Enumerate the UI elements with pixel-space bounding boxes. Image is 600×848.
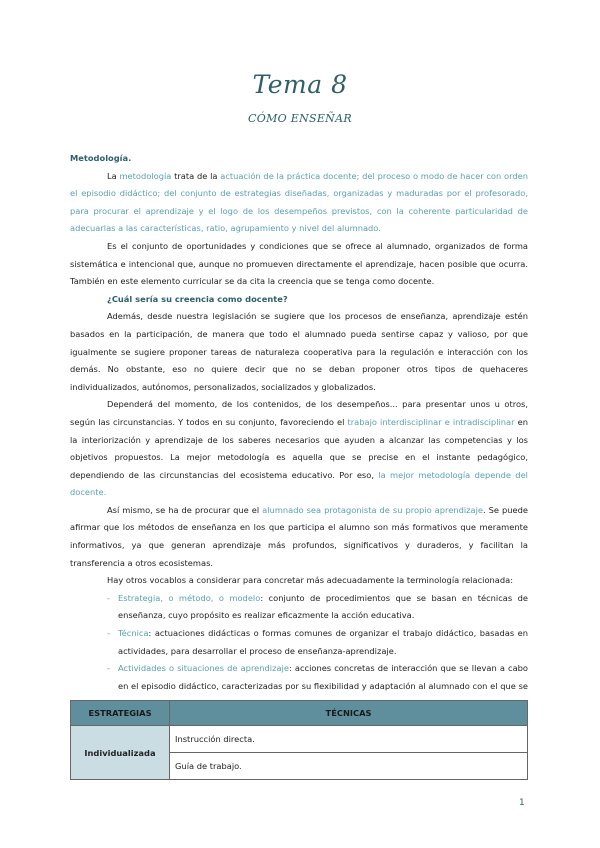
technique-cell: Guía de trabajo. — [170, 753, 528, 780]
list-item-term: Actividades o situaciones de aprendizaje — [118, 663, 289, 674]
p4-text-a: Dependerá del momento, de los contenidos, de los desempeños... para presentar unos u otros, según las circunstancias. Y todos en su conjunto, favoreciendo el — [70, 399, 528, 427]
page-number: 1 — [519, 798, 525, 808]
paragraph-2: Es el conjunto de oportunidades y condiciones que se ofrece al alumnado, organizados de forma sistemática e intencional que, aunque no promueven directamente el aprendizaje, hacen posible que ocurra. También en este elemento curricular se da cita la creencia que se tenga como docente. — [70, 240, 528, 287]
list-item-term: Estrategia, o método, o modelo — [118, 592, 261, 603]
technique-cell: Instrucción directa. — [170, 726, 528, 753]
paragraph-4 — [70, 396, 528, 502]
paragraph-1 — [70, 168, 528, 238]
table-row — [71, 726, 528, 753]
paragraph-5 — [70, 502, 528, 572]
page-title: Tema 8 — [252, 70, 348, 99]
question-heading: ¿Cuál sería su creencia como docente? — [107, 293, 288, 304]
p5-text-c: . Se puede afirmar que los métodos de enseñanza en los que participa el alumno son más formativos que meramente informativos, ya que generan aprendizaje más profundos, significativos y duraderos, y facilitan la transferencia a otros ecosistemas. — [70, 504, 528, 568]
p1-text-a: La — [107, 170, 120, 181]
p5-highlight-protagonist: alumnado sea protagonista de su propio aprendizaje — [262, 504, 484, 515]
header-strategies: ESTRATEGIAS — [71, 701, 170, 726]
paragraph-6: Hay otros vocablos a considerar para concretar más adecuadamente la terminología relacionada: — [107, 575, 514, 586]
terminology-list — [70, 590, 528, 713]
strategy-cell: Individualizada — [71, 726, 170, 780]
table-header-row — [71, 701, 528, 726]
list-item-term: Técnica — [118, 628, 149, 639]
page-subtitle: CÓMO ENSEÑAR — [248, 112, 352, 125]
document-body — [70, 150, 528, 731]
header-techniques: TÉCNICAS — [170, 701, 528, 726]
list-item — [107, 590, 528, 625]
list-item-text: : actuaciones didácticas o formas comunes de organizar el trabajo didáctico, basadas en actividades, para desarrollar el proceso de enseñanza-aprendizaje. — [118, 628, 528, 656]
section-heading: Metodología. — [70, 153, 132, 163]
p4-highlight-interdisciplinary: trabajo interdisciplinar e intradisciplinar — [347, 416, 515, 427]
strategies-table — [70, 700, 528, 780]
list-item-text: : acciones concretas de interacción que se llevan a cabo en el episodio didáctico, caracterizadas por su flexibilidad y adaptación al alumnado con el que se — [118, 663, 529, 691]
p4-text-c: en la interiorización y aprendizaje de los saberes necesarios que ayuden a alcanzar las competencias y los objetivos propuestos. La mejor metodología es aquella que se precise en el instante pedagógico, dependiendo de las circunstancias del ecosistema educativo. Por eso, — [70, 416, 528, 480]
p4-highlight-conclusion: la mejor metodología depende del docente. — [70, 469, 528, 498]
list-item-text: : conjunto de procedimientos que se basan en técnicas de enseñanza, cuyo propósito es realizar eficazmente la acción educativa. — [118, 592, 529, 621]
p5-text-a: Así mismo, se ha de procurar que el — [107, 504, 263, 515]
paragraph-3: Además, desde nuestra legislación se sugiere que los procesos de enseñanza, aprendizaje estén basados en la participación, de manera que todo el alumnado pueda sentirse capaz y valioso, por que igualmente se sugiere proponer tareas de naturaleza cooperativa para la regulación e interacción con los demás. No obstante, eso no quiere decir que no se deban proponer otros tipos de quehaceres individualizados, autónomos, personalizados, socializados y globalizados. — [70, 311, 528, 392]
list-item — [107, 625, 528, 660]
p1-highlight-definition: actuación de la práctica docente; del proceso o modo de hacer con orden el episodio didáctico; del conjunto de estrategias diseñadas, organizadas y maduradas por el profesorado, para procurar el aprendizaje y el logo de los desempeños previstos, con la coherente particularidad de adecuarlas a las características, ratio, agrupamiento y nivel del alumnado. — [70, 170, 528, 234]
p1-highlight-methodology: metodología — [119, 170, 172, 181]
p1-text-c: trata de la — [171, 170, 221, 181]
